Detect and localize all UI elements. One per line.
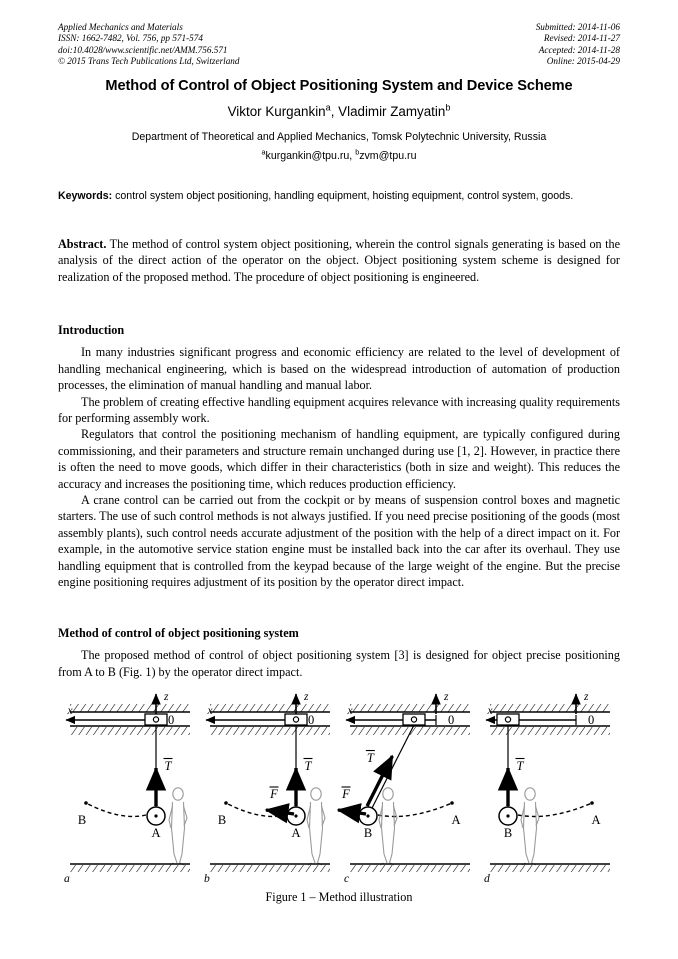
trajectory-path (518, 803, 592, 817)
operator-figure (169, 788, 187, 865)
figure-1 (58, 688, 620, 888)
email-1: kurgankin@tpu.ru, (265, 150, 356, 162)
load-position-label: B (363, 826, 373, 840)
operator-head (383, 788, 393, 800)
tension-label: T (304, 759, 312, 773)
floor-hatch (70, 865, 190, 872)
axis-label-z: z (304, 691, 309, 703)
figure-illustration (58, 688, 620, 888)
keywords-text: control system object positioning, handling equipment, hoisting equipment, control system, goods. (112, 190, 574, 202)
operator-head (311, 788, 321, 800)
load-position-label: A (291, 826, 301, 840)
date-submitted: Submitted: 2014-11-06 (535, 22, 620, 32)
target-position-label: A (591, 813, 601, 827)
figure-panel-labels (58, 872, 620, 888)
trolley-wheel (505, 717, 510, 722)
load-center-dot (294, 814, 297, 817)
author-affil-marker-1: a (325, 102, 331, 113)
axis-label-z: z (164, 691, 169, 703)
section-heading: Introduction (58, 323, 125, 337)
axis-label-z: z (584, 691, 589, 703)
journal-header-left (58, 22, 239, 68)
paragraph: The proposed method of control of object positioning system [3] is designed for object precise positioning from A to B (Fig. 1) by the operator direct impact. (58, 648, 620, 679)
panel-label-b: b (204, 872, 210, 885)
floor-hatch (490, 865, 610, 872)
email-marker-2: b (355, 147, 360, 157)
floor-hatch (350, 865, 470, 872)
load-position-label: A (151, 826, 161, 840)
operator-figure (521, 788, 539, 865)
author-name-1: Viktor Kurgankin (227, 104, 326, 119)
operator-torso-legs (524, 802, 537, 863)
ceiling-hatch-upper (70, 704, 190, 712)
ceiling-hatch-lower (70, 727, 190, 735)
target-point-dot (84, 801, 88, 805)
figure-panel-b (206, 691, 330, 872)
operator-head (173, 788, 183, 800)
tension-label: T (366, 751, 374, 766)
date-online: Online: 2015-04-29 (546, 56, 620, 67)
keywords-label: Keywords: (58, 190, 113, 202)
figure-panel-c (338, 691, 470, 872)
section-introduction (58, 322, 620, 591)
figure-panel-a (66, 691, 190, 872)
trajectory-path (86, 803, 146, 817)
target-point-dot (450, 801, 454, 805)
target-position-label: B (217, 813, 227, 827)
rope (368, 725, 414, 816)
section-method (58, 625, 620, 680)
axis-label-origin: 0 (168, 713, 175, 727)
affiliation: Department of Theoretical and Applied Mechanics, Tomsk Polytechnic University, Russia (131, 131, 547, 143)
journal-copyright: © 2015 Trans Tech Publications Ltd, Switzerland (58, 56, 240, 67)
paragraph: The problem of creating effective handling equipment acquires relevance with increasing quality requirements for performing assembly work. (58, 394, 620, 426)
trolley-wheel (153, 717, 158, 722)
load-center-dot (366, 814, 369, 817)
panel-label-d: d (484, 872, 490, 885)
tension-label: T (164, 759, 172, 773)
paragraph: A crane control can be carried out from the cockpit or by means of suspension control boxes and magnetic starters. The use of such control methods is not always justified. If you need precise positioning of the goods (most assembly plants), such control needs accurate adjustment of the position with the help of a direct impact on it. For example, in the automotive service station engine must be installed back into the car after its overhaul. They use handling equipment that is controlled from the keypad because of the large weight of the engine. But the precise engine positioning requires adjustment of its position by the operator direct impact. (58, 493, 620, 590)
ceiling-hatch-lower (210, 727, 330, 735)
axis-label-origin: 0 (448, 713, 455, 727)
date-accepted: Accepted: 2014-11-28 (538, 44, 620, 55)
axis-label-origin: 0 (588, 713, 595, 727)
target-point-dot (224, 801, 228, 805)
abstract-text: The method of control system object positioning, wherein the control signals generating is based on the analysis of the direct action of the operator on the object. Object positioning system scheme is designed for realization of the proposed method. The procedure of object positioning is engineered. (58, 237, 620, 284)
axis-label-x: x (487, 705, 493, 717)
journal-header (58, 22, 620, 68)
force-label: F (342, 787, 350, 801)
load-position-label: B (503, 826, 513, 840)
operator-torso-legs (382, 802, 395, 863)
operator-figure (379, 788, 397, 865)
ceiling-hatch-upper (210, 704, 330, 712)
paper-title: Method of Control of Object Positioning System and Device Scheme (105, 78, 573, 94)
trolley-wheel (293, 717, 298, 722)
operator-figure (307, 788, 325, 865)
trajectory-path (378, 803, 452, 817)
target-position-label: B (77, 813, 87, 827)
section-heading: Method of control of object positioning system (58, 626, 299, 640)
journal-doi: doi:10.4028/www.scientific.net/AMM.756.571 (58, 44, 228, 55)
operator-head (525, 788, 535, 800)
author-list (58, 104, 620, 119)
author-affil-marker-2: b (445, 102, 451, 113)
author-name-2: Vladimir Zamyatin (338, 104, 446, 119)
operator-torso-legs (172, 802, 185, 863)
force-label: F (270, 787, 278, 801)
axis-label-origin: 0 (308, 713, 315, 727)
axis-label-x: x (347, 705, 353, 717)
load-center-dot (506, 814, 509, 817)
trajectory-path (226, 803, 286, 817)
author-separator: , (330, 104, 339, 119)
email-2: zvm@tpu.ru (359, 150, 417, 162)
target-point-dot (590, 801, 594, 805)
journal-issn: ISSN: 1662-7482, Vol. 756, pp 571-574 (58, 33, 203, 44)
ceiling-hatch-upper (490, 704, 610, 712)
operator-torso-legs (310, 802, 323, 863)
tension-label: T (516, 759, 524, 773)
ceiling-hatch-upper (350, 704, 470, 712)
axis-label-x: x (67, 705, 73, 717)
axis-label-z: z (444, 691, 449, 703)
load-center-dot (154, 814, 157, 817)
floor-hatch (210, 865, 330, 872)
figure-caption: Figure 1 – Method illustration (265, 890, 413, 904)
email-marker-1: a (261, 147, 266, 157)
keywords-block (58, 189, 620, 203)
paragraph: In many industries significant progress and economic efficiency are related to the level of development of handling mechanical engineering, which is based on the widespread introduction of automation of production processes, the elimination of manual handling and manual labor. (58, 345, 620, 393)
abstract-block (58, 236, 620, 285)
journal-header-right (536, 22, 620, 68)
figure-panel-d (486, 691, 610, 872)
axis-label-x: x (207, 705, 213, 717)
date-revised: Revised: 2014-11-27 (543, 33, 620, 44)
target-position-label: A (451, 813, 461, 827)
abstract-label: Abstract. (58, 237, 107, 251)
panel-label-a: a (64, 872, 70, 885)
author-emails (58, 147, 620, 162)
panel-label-c: c (344, 872, 350, 885)
paragraph: Regulators that control the positioning mechanism of handling equipment, are typically configured during commissioning, and their parameters and structure remain unchanged during use [1, 2]. However, in practice there is often the need to move goods, which differ in their characteristics (both in size and weight). This reduces the accuracy and increases the positioning time, which reduces production efficiency. (58, 427, 620, 491)
journal-name: Applied Mechanics and Materials (58, 22, 183, 32)
trolley-wheel (411, 717, 416, 722)
